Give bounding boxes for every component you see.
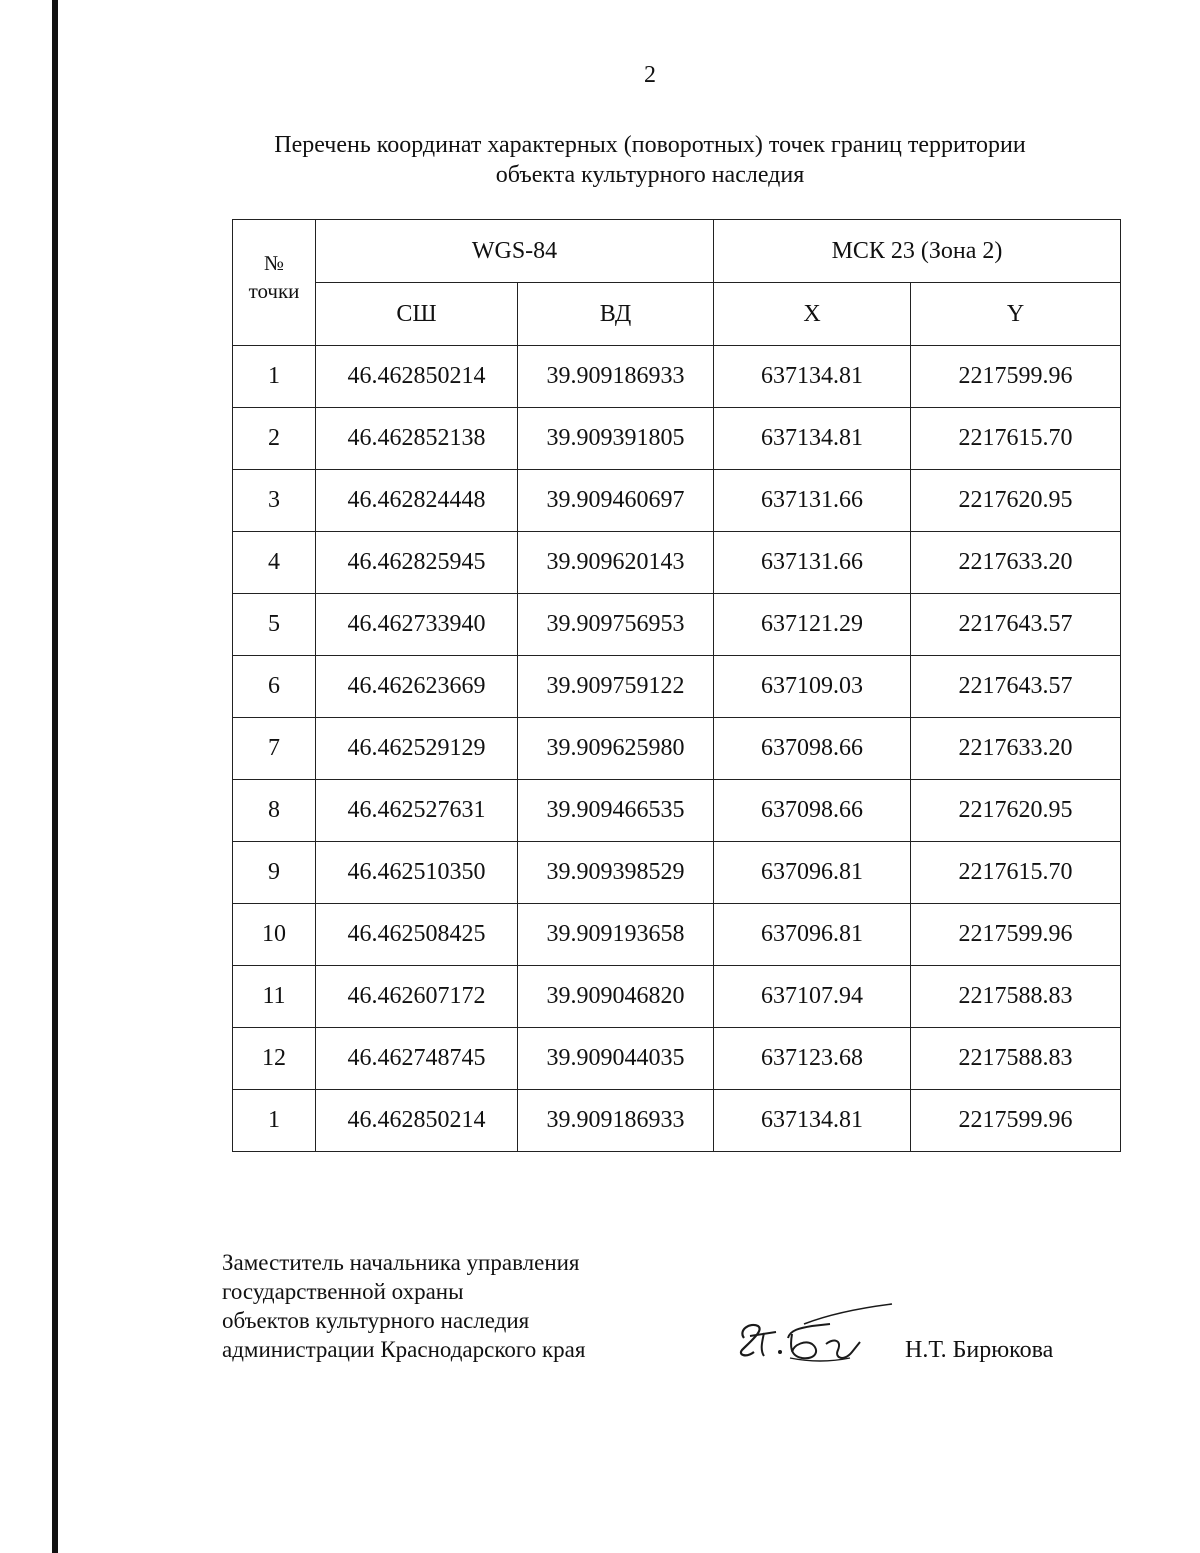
x-cell: 637121.29: [714, 594, 911, 656]
position-line: администрации Краснодарского края: [222, 1337, 586, 1362]
table-row: [233, 966, 1121, 1028]
longitude-cell: 39.909186933: [518, 346, 714, 408]
longitude-header: ВД: [518, 283, 714, 346]
msk23-group-header: МСК 23 (Зона 2): [714, 220, 1121, 283]
latitude-cell: 46.462824448: [316, 470, 518, 532]
table-row: [233, 532, 1121, 594]
y-cell: 2217615.70: [911, 408, 1121, 470]
x-header: X: [714, 283, 911, 346]
position-line: Заместитель начальника управления: [222, 1250, 580, 1275]
latitude-header: СШ: [316, 283, 518, 346]
x-cell: 637098.66: [714, 780, 911, 842]
y-cell: 2217620.95: [911, 780, 1121, 842]
point-number-cell: 1: [233, 1090, 316, 1152]
title-line-1: Перечень координат характерных (поворотных) точек границ территории: [274, 132, 1026, 158]
latitude-cell: 46.462850214: [316, 346, 518, 408]
wgs84-group-header: WGS-84: [316, 220, 714, 283]
longitude-cell: 39.909625980: [518, 718, 714, 780]
latitude-cell: 46.462607172: [316, 966, 518, 1028]
y-cell: 2217620.95: [911, 470, 1121, 532]
y-cell: 2217599.96: [911, 1090, 1121, 1152]
signatory-position: [222, 1248, 585, 1364]
latitude-cell: 46.462825945: [316, 532, 518, 594]
longitude-cell: 39.909044035: [518, 1028, 714, 1090]
longitude-cell: 39.909759122: [518, 656, 714, 718]
point-number-cell: 2: [233, 408, 316, 470]
latitude-cell: 46.462510350: [316, 842, 518, 904]
y-cell: 2217633.20: [911, 718, 1121, 780]
y-cell: 2217615.70: [911, 842, 1121, 904]
point-number-cell: 12: [233, 1028, 316, 1090]
longitude-cell: 39.909466535: [518, 780, 714, 842]
point-number-cell: 9: [233, 842, 316, 904]
x-cell: 637134.81: [714, 408, 911, 470]
position-line: объектов культурного наследия: [222, 1308, 530, 1333]
point-number-cell: 3: [233, 470, 316, 532]
latitude-cell: 46.462748745: [316, 1028, 518, 1090]
table-row: [233, 470, 1121, 532]
table-row: [233, 594, 1121, 656]
latitude-cell: 46.462508425: [316, 904, 518, 966]
page-number: 2: [644, 62, 656, 88]
x-cell: 637123.68: [714, 1028, 911, 1090]
table-row: [233, 842, 1121, 904]
longitude-cell: 39.909460697: [518, 470, 714, 532]
point-number-header-symbol: №: [263, 250, 285, 275]
table-row: [233, 780, 1121, 842]
x-cell: 637109.03: [714, 656, 911, 718]
x-cell: 637096.81: [714, 842, 911, 904]
table-row: [233, 346, 1121, 408]
x-cell: 637131.66: [714, 470, 911, 532]
document-title: [200, 130, 1100, 190]
position-line: государственной охраны: [222, 1279, 464, 1304]
y-cell: 2217588.83: [911, 1028, 1121, 1090]
x-cell: 637134.81: [714, 346, 911, 408]
longitude-cell: 39.909398529: [518, 842, 714, 904]
table-row: [233, 718, 1121, 780]
y-cell: 2217599.96: [911, 346, 1121, 408]
x-cell: 637131.66: [714, 532, 911, 594]
point-number-header-label: точки: [248, 278, 300, 303]
table-row: [233, 408, 1121, 470]
longitude-cell: 39.909620143: [518, 532, 714, 594]
latitude-cell: 46.462529129: [316, 718, 518, 780]
table-row: [233, 1090, 1121, 1152]
latitude-cell: 46.462527631: [316, 780, 518, 842]
point-number-cell: 10: [233, 904, 316, 966]
latitude-cell: 46.462623669: [316, 656, 518, 718]
handwritten-signature: [730, 1300, 900, 1370]
table-row: [233, 904, 1121, 966]
x-cell: 637134.81: [714, 1090, 911, 1152]
latitude-cell: 46.462733940: [316, 594, 518, 656]
title-line-2: объекта культурного наследия: [495, 162, 805, 188]
y-cell: 2217643.57: [911, 656, 1121, 718]
y-cell: 2217643.57: [911, 594, 1121, 656]
x-cell: 637107.94: [714, 966, 911, 1028]
point-number-cell: 8: [233, 780, 316, 842]
table-row: [233, 656, 1121, 718]
x-cell: 637098.66: [714, 718, 911, 780]
point-number-header: [233, 220, 316, 346]
point-number-cell: 11: [233, 966, 316, 1028]
y-header: Y: [911, 283, 1121, 346]
page-edge-bar: [52, 0, 58, 1553]
y-cell: 2217588.83: [911, 966, 1121, 1028]
y-cell: 2217633.20: [911, 532, 1121, 594]
longitude-cell: 39.909186933: [518, 1090, 714, 1152]
point-number-cell: 6: [233, 656, 316, 718]
coordinates-table: [232, 219, 1121, 1152]
latitude-cell: 46.462850214: [316, 1090, 518, 1152]
longitude-cell: 39.909193658: [518, 904, 714, 966]
table-row: [233, 1028, 1121, 1090]
longitude-cell: 39.909756953: [518, 594, 714, 656]
x-cell: 637096.81: [714, 904, 911, 966]
point-number-cell: 1: [233, 346, 316, 408]
signer-name: Н.Т. Бирюкова: [905, 1337, 1054, 1363]
point-number-cell: 4: [233, 532, 316, 594]
longitude-cell: 39.909046820: [518, 966, 714, 1028]
point-number-cell: 7: [233, 718, 316, 780]
point-number-cell: 5: [233, 594, 316, 656]
y-cell: 2217599.96: [911, 904, 1121, 966]
latitude-cell: 46.462852138: [316, 408, 518, 470]
longitude-cell: 39.909391805: [518, 408, 714, 470]
